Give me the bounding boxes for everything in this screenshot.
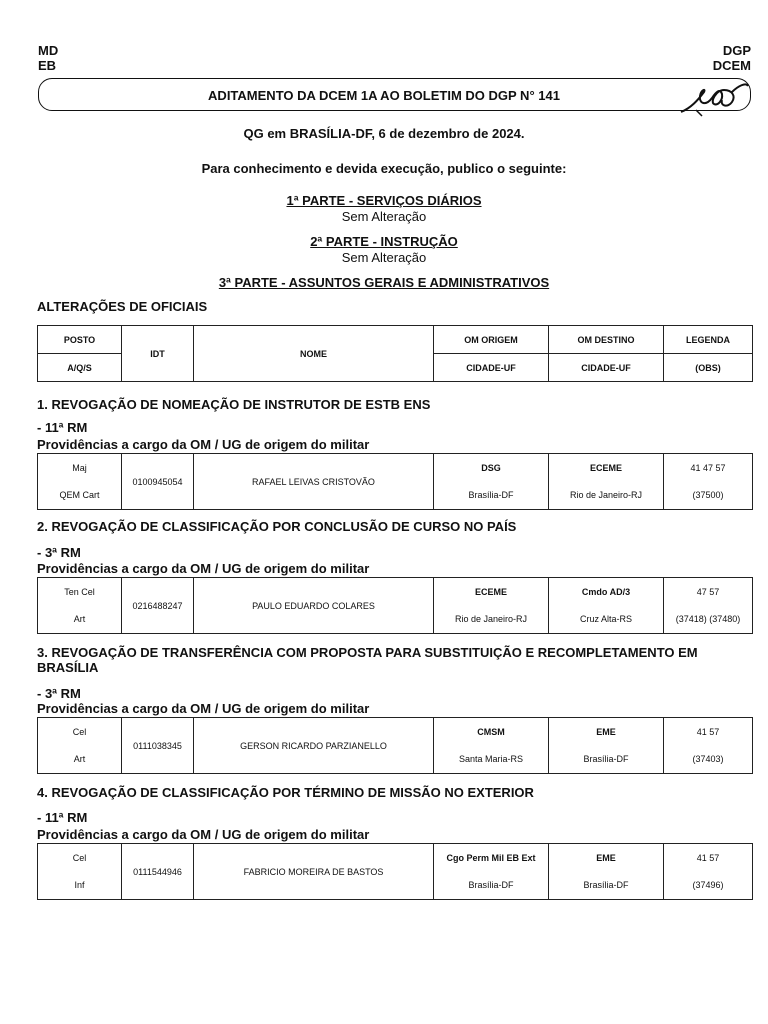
cell-aqs: Art	[38, 746, 122, 774]
officers-heading: ALTERAÇÕES DE OFICIAIS	[37, 299, 208, 314]
cell-obs: (37403)	[664, 746, 753, 774]
header-right	[713, 43, 751, 73]
cell-om-origem: Cgo Perm Mil EB Ext	[434, 844, 549, 872]
cell-idt: 0216488247	[122, 578, 194, 634]
section-rm: - 11ª RM	[37, 810, 88, 825]
banner-title: ADITAMENTO DA DCEM 1A AO BOLETIM DO DGP N° 141	[208, 88, 560, 103]
header-right-line1: DGP	[722, 43, 751, 58]
cell-obs: (37418) (37480)	[664, 606, 753, 634]
legend-cidade-uf-origem: CIDADE-UF	[434, 354, 549, 382]
cell-origem-cidade: Santa Maria-RS	[434, 746, 549, 774]
cell-aqs: Inf	[38, 872, 122, 900]
cell-posto: Cel	[38, 718, 122, 746]
section-providencias: Providências a cargo da OM / UG de origem do militar	[37, 437, 370, 452]
cell-destino-cidade: Brasília-DF	[549, 872, 664, 900]
cell-idt: 0100945054	[122, 454, 194, 510]
section-rm: - 11ª RM	[37, 420, 88, 435]
cell-legenda: 41 57	[664, 718, 753, 746]
cell-aqs: QEM Cart	[38, 482, 122, 510]
cell-posto: Maj	[38, 454, 122, 482]
officer-table	[37, 453, 753, 510]
officer-table	[37, 843, 753, 900]
section-title	[37, 645, 737, 675]
cell-destino-cidade: Brasília-DF	[549, 746, 664, 774]
cell-aqs: Art	[38, 606, 122, 634]
cell-om-origem: DSG	[434, 454, 549, 482]
cell-om-destino: ECEME	[549, 454, 664, 482]
cell-destino-cidade: Rio de Janeiro-RJ	[549, 482, 664, 510]
section-title-line1: 1. REVOGAÇÃO DE NOMEAÇÃO DE INSTRUTOR DE ESTB ENS	[37, 397, 431, 412]
legend-om-destino: OM DESTINO	[549, 326, 664, 354]
legend-nome: NOME	[194, 326, 434, 382]
officer-table	[37, 717, 753, 774]
cell-idt: 0111038345	[122, 718, 194, 774]
cell-om-origem: ECEME	[434, 578, 549, 606]
cell-origem-cidade: Rio de Janeiro-RJ	[434, 606, 549, 634]
section-providencias: Providências a cargo da OM / UG de origem do militar	[37, 561, 370, 576]
legend-table	[37, 325, 753, 382]
header-left-line1: MD	[38, 43, 59, 58]
part-1-title: 1ª PARTE - SERVIÇOS DIÁRIOS	[286, 193, 482, 208]
legend-posto: POSTO	[38, 326, 122, 354]
cell-posto: Cel	[38, 844, 122, 872]
section-title-line1: 4. REVOGAÇÃO DE CLASSIFICAÇÃO POR TÉRMINO DE MISSÃO NO EXTERIOR	[37, 785, 534, 800]
section-rm: - 3ª RM	[37, 545, 81, 560]
part-3-title: 3ª PARTE - ASSUNTOS GERAIS E ADMINISTRATIVOS	[218, 275, 550, 290]
legend-aqs: A/Q/S	[38, 354, 122, 382]
section-providencias: Providências a cargo da OM / UG de origem do militar	[37, 701, 370, 716]
header-left-line2: EB	[38, 58, 57, 73]
cell-destino-cidade: Cruz Alta-RS	[549, 606, 664, 634]
cell-om-destino: EME	[549, 844, 664, 872]
cell-legenda: 41 57	[664, 844, 753, 872]
part-2-title: 2ª PARTE - INSTRUÇÃO	[310, 234, 458, 249]
cell-origem-cidade: Brasília-DF	[434, 872, 549, 900]
cell-nome: PAULO EDUARDO COLARES	[194, 578, 434, 634]
cell-om-destino: Cmdo AD/3	[549, 578, 664, 606]
header-left	[38, 43, 58, 73]
officer-table	[37, 577, 753, 634]
legend-idt: IDT	[122, 326, 194, 382]
section-title-line2: BRASÍLIA	[37, 660, 99, 675]
part-1-status: Sem Alteração	[341, 209, 427, 224]
cell-nome: RAFAEL LEIVAS CRISTOVÃO	[194, 454, 434, 510]
cell-obs: (37500)	[664, 482, 753, 510]
cell-posto: Ten Cel	[38, 578, 122, 606]
section-title	[37, 785, 737, 800]
header-right-line2: DCEM	[712, 58, 751, 73]
cell-legenda: 41 47 57	[664, 454, 753, 482]
publish-line: Para conhecimento e devida execução, publico o seguinte:	[201, 161, 567, 176]
cell-om-destino: EME	[549, 718, 664, 746]
cell-nome: GERSON RICARDO PARZIANELLO	[194, 718, 434, 774]
section-title	[37, 519, 737, 534]
cell-om-origem: CMSM	[434, 718, 549, 746]
part-2-status: Sem Alteração	[341, 250, 427, 265]
legend-legenda: LEGENDA	[664, 326, 753, 354]
legend-cidade-uf-destino: CIDADE-UF	[549, 354, 664, 382]
handwritten-signature	[676, 80, 751, 120]
cell-idt: 0111544946	[122, 844, 194, 900]
legend-om-origem: OM ORIGEM	[434, 326, 549, 354]
section-providencias: Providências a cargo da OM / UG de origem do militar	[37, 827, 370, 842]
legend-obs: (OBS)	[664, 354, 753, 382]
place-date: QG em BRASÍLIA-DF, 6 de dezembro de 2024.	[243, 126, 525, 141]
cell-obs: (37496)	[664, 872, 753, 900]
section-rm: - 3ª RM	[37, 686, 81, 701]
section-title-line1: 3. REVOGAÇÃO DE TRANSFERÊNCIA COM PROPOSTA PARA SUBSTITUIÇÃO E RECOMPLETAMENTO EM	[37, 645, 698, 660]
cell-origem-cidade: Brasília-DF	[434, 482, 549, 510]
section-title-line1: 2. REVOGAÇÃO DE CLASSIFICAÇÃO POR CONCLUSÃO DE CURSO NO PAÍS	[37, 519, 517, 534]
cell-legenda: 47 57	[664, 578, 753, 606]
section-title	[37, 397, 737, 412]
cell-nome: FABRICIO MOREIRA DE BASTOS	[194, 844, 434, 900]
